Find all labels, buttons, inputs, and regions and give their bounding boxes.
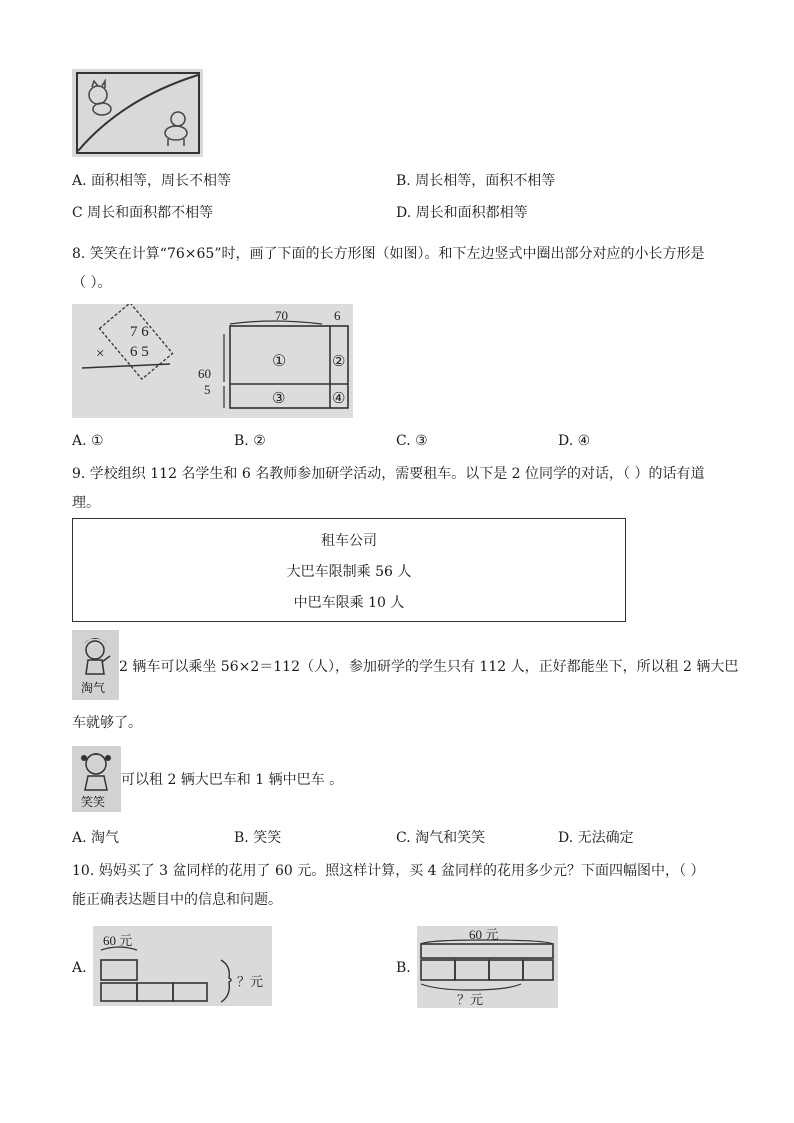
q7-option-b[interactable]: B. 周长相等，面积不相等 [396, 173, 556, 189]
q9-stem-line2: 理。 [72, 495, 100, 511]
q8-option-d[interactable]: D. ④ [558, 433, 591, 449]
q8-figure-photo [72, 304, 353, 418]
rental-company-box [72, 518, 626, 622]
q7-option-d[interactable]: D. 周长和面积都相等 [396, 205, 528, 221]
q10-option-a-letter[interactable]: A. [72, 960, 87, 976]
q8-option-b[interactable]: B. ② [234, 433, 266, 449]
xiaoxiao-speech: 可以租 2 辆大巴车和 1 辆中巴车 。 [121, 772, 344, 788]
q8-stem-line2: （ ）。 [72, 275, 112, 291]
q10-b-bottom-label: ？元 [457, 992, 484, 1007]
taoqi-name: 淘气 [81, 681, 106, 695]
q8-label-70: 70 [275, 308, 288, 323]
taoqi-speech-line1: 2 辆车可以乘坐 56×2＝112（人），参加研学的学生只有 112 人，正好都能坐下，所以租 2 辆大巴 [119, 659, 739, 675]
q8-label-5: 5 [204, 382, 211, 397]
q9-option-b[interactable]: B. 笑笑 [234, 830, 282, 846]
q8-stem-line1: 8. 笑笑在计算“76×65”时，画了下面的长方形图（如图）。和下左边竖式中圈出部分对应的小长方形是 [72, 246, 705, 262]
q8-region-2: ② [332, 354, 346, 370]
q10-figure-a[interactable] [93, 926, 272, 1006]
q10-option-b-letter[interactable]: B. [396, 960, 411, 976]
q9-stem-line1: 9. 学校组织 112 名学生和 6 名教师参加研学活动，需要租车。以下是 2 位同学的对话，（ ）的话有道 [72, 466, 705, 482]
q10-a-top-label: 60 元 [103, 933, 133, 948]
q7-option-c[interactable]: C 周长和面积都不相等 [72, 205, 214, 221]
q10-a-right-label: ？元 [237, 974, 264, 989]
q8-digits-top: 7 6 [130, 324, 149, 340]
taoqi-speech-line2: 车就够了。 [72, 715, 142, 731]
mid-bus-limit: 中巴车限乘 10 人 [293, 595, 405, 611]
q7-figure-photo [72, 69, 203, 157]
q10-stem-line2: 能正确表达题目中的信息和问题。 [72, 892, 282, 908]
q9-option-a[interactable]: A. 淘气 [72, 830, 120, 846]
q10-b-top-label: 60 元 [469, 927, 499, 942]
q7-option-a[interactable]: A. 面积相等，周长不相等 [72, 173, 232, 189]
q8-option-a[interactable]: A. ① [72, 433, 104, 449]
q10-stem-line1: 10. 妈妈买了 3 盆同样的花用了 60 元。照这样计算，买 4 盆同样的花用多少元？下面四幅图中，（ ） [72, 863, 705, 879]
q9-option-c[interactable]: C. 淘气和笑笑 [396, 830, 486, 846]
q8-region-1: ① [272, 353, 287, 370]
xiaoxiao-avatar [72, 746, 121, 812]
rental-company-title: 租车公司 [321, 533, 377, 549]
q10-figure-b[interactable] [417, 926, 558, 1008]
q8-label-60: 60 [198, 366, 211, 381]
q8-digits-bottom: 6 5 [130, 344, 149, 360]
q8-label-6: 6 [334, 308, 341, 323]
q8-option-c[interactable]: C. ③ [396, 433, 428, 449]
q8-region-3: ③ [272, 391, 286, 407]
q8-times-sign: × [96, 346, 105, 362]
q9-option-d[interactable]: D. 无法确定 [558, 830, 634, 846]
xiaoxiao-name: 笑笑 [81, 795, 106, 809]
q8-region-4: ④ [332, 391, 346, 407]
big-bus-limit: 大巴车限制乘 56 人 [286, 564, 412, 580]
taoqi-avatar [72, 630, 119, 700]
